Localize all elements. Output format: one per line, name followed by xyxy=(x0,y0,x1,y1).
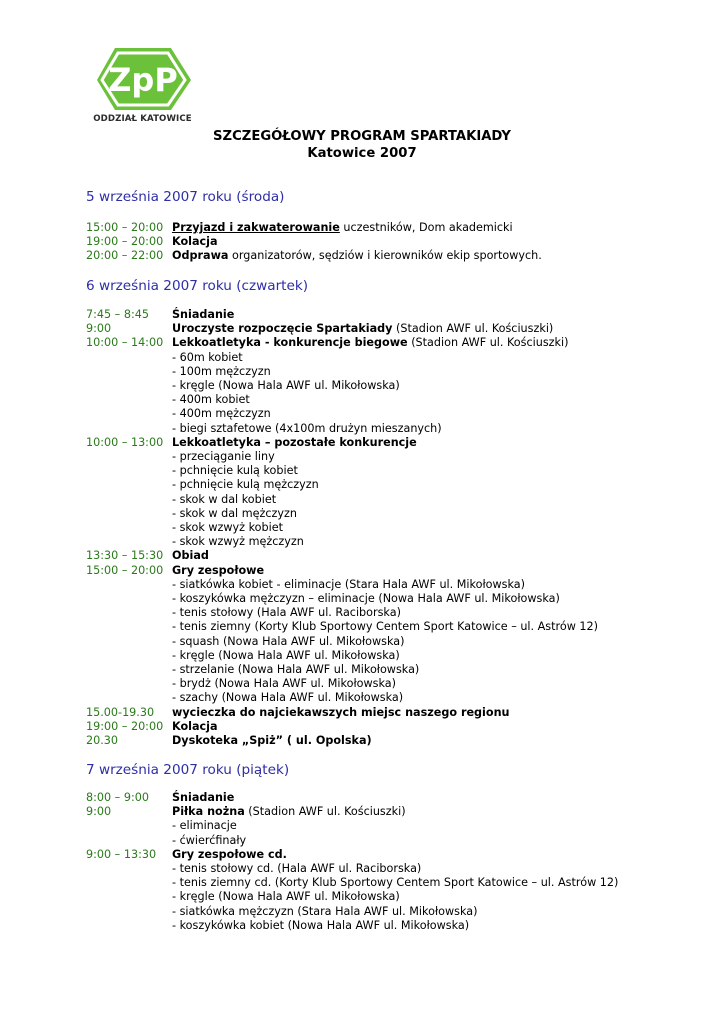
schedule-row xyxy=(86,322,706,336)
time-slot xyxy=(86,464,172,478)
event-description xyxy=(172,578,706,592)
event-name: Lekkoatletyka – pozostałe konkurencje xyxy=(172,435,417,449)
schedule-row xyxy=(86,862,706,876)
title-line-2: Katowice 2007 xyxy=(307,146,417,161)
event-description xyxy=(172,464,706,478)
time-slot xyxy=(86,919,172,933)
time-slot xyxy=(86,620,172,634)
event-detail: - eliminacje xyxy=(172,819,237,833)
event-detail: - skok wzwyż mężczyzn xyxy=(172,535,304,549)
time-slot xyxy=(86,691,172,705)
time-slot: 9:00 – 13:30 xyxy=(86,847,157,861)
event-description xyxy=(172,791,706,805)
event-detail: - pchnięcie kulą kobiet xyxy=(172,464,298,478)
event-description xyxy=(172,478,706,492)
event-detail: - 400m mężczyzn xyxy=(172,407,271,421)
time-slot xyxy=(86,890,172,904)
schedule-row xyxy=(86,235,706,249)
event-description xyxy=(172,876,706,890)
event-description xyxy=(172,805,706,819)
time-slot: 8:00 – 9:00 xyxy=(86,791,149,804)
schedule-row xyxy=(86,819,706,833)
schedule-row xyxy=(86,564,706,578)
event-description xyxy=(172,592,706,606)
event-description xyxy=(172,677,706,691)
schedule-row xyxy=(86,493,706,507)
schedule-row xyxy=(86,848,706,862)
logo-text: ZpP xyxy=(108,61,178,99)
time-slot: 13:30 – 15:30 xyxy=(86,549,164,563)
event-name: Gry zespołowe cd. xyxy=(172,847,287,861)
time-slot xyxy=(86,407,172,421)
event-description xyxy=(172,308,706,322)
zpp-logo xyxy=(85,42,200,130)
time-slot xyxy=(86,834,172,848)
time-slot xyxy=(86,905,172,919)
event-name: Obiad xyxy=(172,549,209,563)
event-name: Piłka nożna xyxy=(172,805,245,819)
day-3-heading: 7 września 2007 roku (piątek) xyxy=(86,762,290,778)
schedule-row xyxy=(86,521,706,535)
schedule-row xyxy=(86,578,706,592)
schedule-row xyxy=(86,734,706,748)
event-detail: - tenis stołowy (Hala AWF ul. Raciborska) xyxy=(172,606,401,620)
time-slot xyxy=(86,521,172,535)
event-name: Gry zespołowe xyxy=(172,563,265,577)
event-detail: - kręgle (Nowa Hala AWF ul. Mikołowska) xyxy=(172,379,400,393)
event-description xyxy=(172,663,706,677)
time-slot xyxy=(86,876,172,890)
schedule-row xyxy=(86,649,706,663)
event-detail: - skok wzwyż kobiet xyxy=(172,521,284,535)
time-slot xyxy=(86,819,172,833)
time-slot: 10:00 – 14:00 xyxy=(86,336,164,350)
event-detail: - koszykówka mężczyzn – eliminacje (Nowa Hala AWF ul. Mikołowska) xyxy=(172,592,560,606)
time-slot: 7:45 – 8:45 xyxy=(86,308,149,321)
time-slot xyxy=(86,351,172,365)
schedule-row xyxy=(86,436,706,450)
event-description xyxy=(172,734,706,748)
schedule-row xyxy=(86,720,706,734)
event-detail: - 60m kobiet xyxy=(172,350,243,364)
event-description xyxy=(172,819,706,833)
event-description xyxy=(172,848,706,862)
event-description xyxy=(172,564,706,578)
schedule-row xyxy=(86,549,706,563)
event-name: Odprawa xyxy=(172,249,229,263)
event-description xyxy=(172,862,706,876)
schedule-row xyxy=(86,834,706,848)
schedule-row xyxy=(86,876,706,890)
time-slot: 20:00 – 22:00 xyxy=(86,249,164,263)
event-detail: - kręgle (Nowa Hala AWF ul. Mikołowska) xyxy=(172,890,400,904)
schedule-row xyxy=(86,507,706,521)
schedule-row xyxy=(86,336,706,350)
event-name: Dyskoteka „Spiż” ( ul. Opolska) xyxy=(172,734,372,748)
event-name: Kolacja xyxy=(172,719,218,733)
event-detail: - siatkówka mężczyzn (Stara Hala AWF ul. Mikołowska) xyxy=(172,904,478,918)
event-description xyxy=(172,493,706,507)
event-detail: - brydż (Nowa Hala AWF ul. Mikołowska) xyxy=(172,677,396,691)
time-slot xyxy=(86,493,172,507)
event-description xyxy=(172,393,706,407)
time-slot xyxy=(86,422,172,436)
schedule-row xyxy=(86,620,706,634)
time-slot xyxy=(86,393,172,407)
time-slot xyxy=(86,379,172,393)
time-slot: 9:00 xyxy=(86,322,112,336)
time-slot: 19:00 – 20:00 xyxy=(86,235,164,249)
event-description xyxy=(172,649,706,663)
event-description xyxy=(172,507,706,521)
event-description xyxy=(172,720,706,734)
time-slot xyxy=(86,365,172,379)
time-slot xyxy=(86,677,172,691)
document-title xyxy=(0,128,724,162)
event-detail: - tenis ziemny cd. (Korty Klub Sportowy Centem Sport Katowice – ul. Astrów 12) xyxy=(172,876,619,890)
event-description xyxy=(172,249,706,263)
schedule-row xyxy=(86,791,706,805)
event-name: Śniadanie xyxy=(172,791,235,804)
event-description xyxy=(172,919,706,933)
event-name: Kolacja xyxy=(172,235,218,249)
event-detail: - 100m mężczyzn xyxy=(172,364,271,378)
schedule-row xyxy=(86,919,706,933)
schedule-row xyxy=(86,308,706,322)
event-detail: - strzelanie (Nowa Hala AWF ul. Mikołowska) xyxy=(172,663,420,677)
event-description xyxy=(172,422,706,436)
event-detail: - koszykówka kobiet (Nowa Hala AWF ul. Mikołowska) xyxy=(172,918,470,932)
event-description xyxy=(172,450,706,464)
time-slot: 19:00 – 20:00 xyxy=(86,719,164,733)
event-description xyxy=(172,521,706,535)
event-detail: - tenis stołowy cd. (Hala AWF ul. Raciborska) xyxy=(172,862,422,876)
event-detail: - szachy (Nowa Hala AWF ul. Mikołowska) xyxy=(172,691,404,705)
event-description xyxy=(172,635,706,649)
event-name: Uroczyste rozpoczęcie Spartakiady xyxy=(172,322,393,336)
event-detail: (Stadion AWF ul. Kościuszki) xyxy=(244,805,406,819)
schedule-row xyxy=(86,478,706,492)
event-detail: - 400m kobiet xyxy=(172,393,250,407)
event-description xyxy=(172,336,706,350)
time-slot xyxy=(86,478,172,492)
schedule-row xyxy=(86,407,706,421)
event-description xyxy=(172,620,706,634)
event-name: wycieczka do najciekawszych miejsc naszego regionu xyxy=(172,705,510,719)
event-detail: - biegi sztafetowe (4x100m drużyn mieszanych) xyxy=(172,421,442,435)
time-slot xyxy=(86,507,172,521)
time-slot xyxy=(86,862,172,876)
time-slot xyxy=(86,663,172,677)
time-slot: 9:00 xyxy=(86,805,112,819)
event-detail: (Stadion AWF ul. Kościuszki) xyxy=(392,322,554,336)
time-slot: 15:00 – 20:00 xyxy=(86,221,164,234)
schedule-row xyxy=(86,450,706,464)
event-description xyxy=(172,365,706,379)
event-name: Lekkoatletyka - konkurencje biegowe xyxy=(172,336,408,350)
time-slot xyxy=(86,649,172,663)
schedule-row xyxy=(86,592,706,606)
event-description xyxy=(172,436,706,450)
event-detail: - kręgle (Nowa Hala AWF ul. Mikołowska) xyxy=(172,648,400,662)
event-detail: - ćwierćfinały xyxy=(172,833,247,847)
event-description xyxy=(172,691,706,705)
time-slot xyxy=(86,578,172,592)
event-description xyxy=(172,706,706,720)
time-slot xyxy=(86,535,172,549)
day-2-heading: 6 września 2007 roku (czwartek) xyxy=(86,278,309,294)
time-slot xyxy=(86,592,172,606)
time-slot xyxy=(86,450,172,464)
schedule-row xyxy=(86,379,706,393)
day-1-schedule xyxy=(86,221,706,264)
schedule-row xyxy=(86,691,706,705)
time-slot: 15:00 – 20:00 xyxy=(86,563,164,577)
schedule-row xyxy=(86,706,706,720)
event-name: Śniadanie xyxy=(172,308,235,321)
event-detail: - squash (Nowa Hala AWF ul. Mikołowska) xyxy=(172,634,405,648)
schedule-row xyxy=(86,663,706,677)
event-detail: - skok w dal mężczyzn xyxy=(172,506,297,520)
day-1-heading: 5 września 2007 roku (środa) xyxy=(86,189,285,205)
event-detail: uczestników, Dom akademicki xyxy=(339,221,513,234)
schedule-row xyxy=(86,905,706,919)
event-detail: (Stadion AWF ul. Kościuszki) xyxy=(407,336,569,350)
event-detail: organizatorów, sędziów i kierowników ekip sportowych. xyxy=(228,249,542,263)
day-2-schedule xyxy=(86,308,706,748)
time-slot: 10:00 – 13:00 xyxy=(86,435,164,449)
event-description xyxy=(172,351,706,365)
event-detail: - przeciąganie liny xyxy=(172,450,275,464)
schedule-row xyxy=(86,606,706,620)
schedule-row xyxy=(86,805,706,819)
schedule-row xyxy=(86,249,706,263)
event-description xyxy=(172,890,706,904)
event-detail: - pchnięcie kulą mężczyzn xyxy=(172,478,319,492)
event-description xyxy=(172,535,706,549)
schedule-row xyxy=(86,535,706,549)
event-description xyxy=(172,407,706,421)
event-detail: - skok w dal kobiet xyxy=(172,492,277,506)
schedule-row xyxy=(86,677,706,691)
zpp-logo-emblem xyxy=(85,42,200,114)
time-slot xyxy=(86,635,172,649)
time-slot: 20.30 xyxy=(86,734,119,748)
schedule-row xyxy=(86,351,706,365)
schedule-row xyxy=(86,890,706,904)
event-description xyxy=(172,834,706,848)
event-detail: - siatkówka kobiet - eliminacje (Stara Hala AWF ul. Mikołowska) xyxy=(172,577,525,591)
event-detail: - tenis ziemny (Korty Klub Sportowy Centem Sport Katowice – ul. Astrów 12) xyxy=(172,620,599,634)
schedule-row xyxy=(86,393,706,407)
event-description xyxy=(172,322,706,336)
event-name: Przyjazd i zakwaterowanie xyxy=(172,221,340,234)
event-description xyxy=(172,379,706,393)
time-slot xyxy=(86,606,172,620)
title-line-1: SZCZEGÓŁOWY PROGRAM SPARTAKIADY xyxy=(213,129,511,144)
schedule-row xyxy=(86,464,706,478)
time-slot: 15.00-19.30 xyxy=(86,705,155,719)
event-description xyxy=(172,235,706,249)
schedule-row xyxy=(86,365,706,379)
day-3-schedule xyxy=(86,791,706,933)
event-description xyxy=(172,905,706,919)
event-description xyxy=(172,549,706,563)
logo-caption: ODDZIAŁ KATOWICE xyxy=(93,114,192,124)
schedule-row xyxy=(86,221,706,235)
event-description xyxy=(172,606,706,620)
event-description xyxy=(172,221,706,235)
schedule-row xyxy=(86,422,706,436)
schedule-row xyxy=(86,635,706,649)
